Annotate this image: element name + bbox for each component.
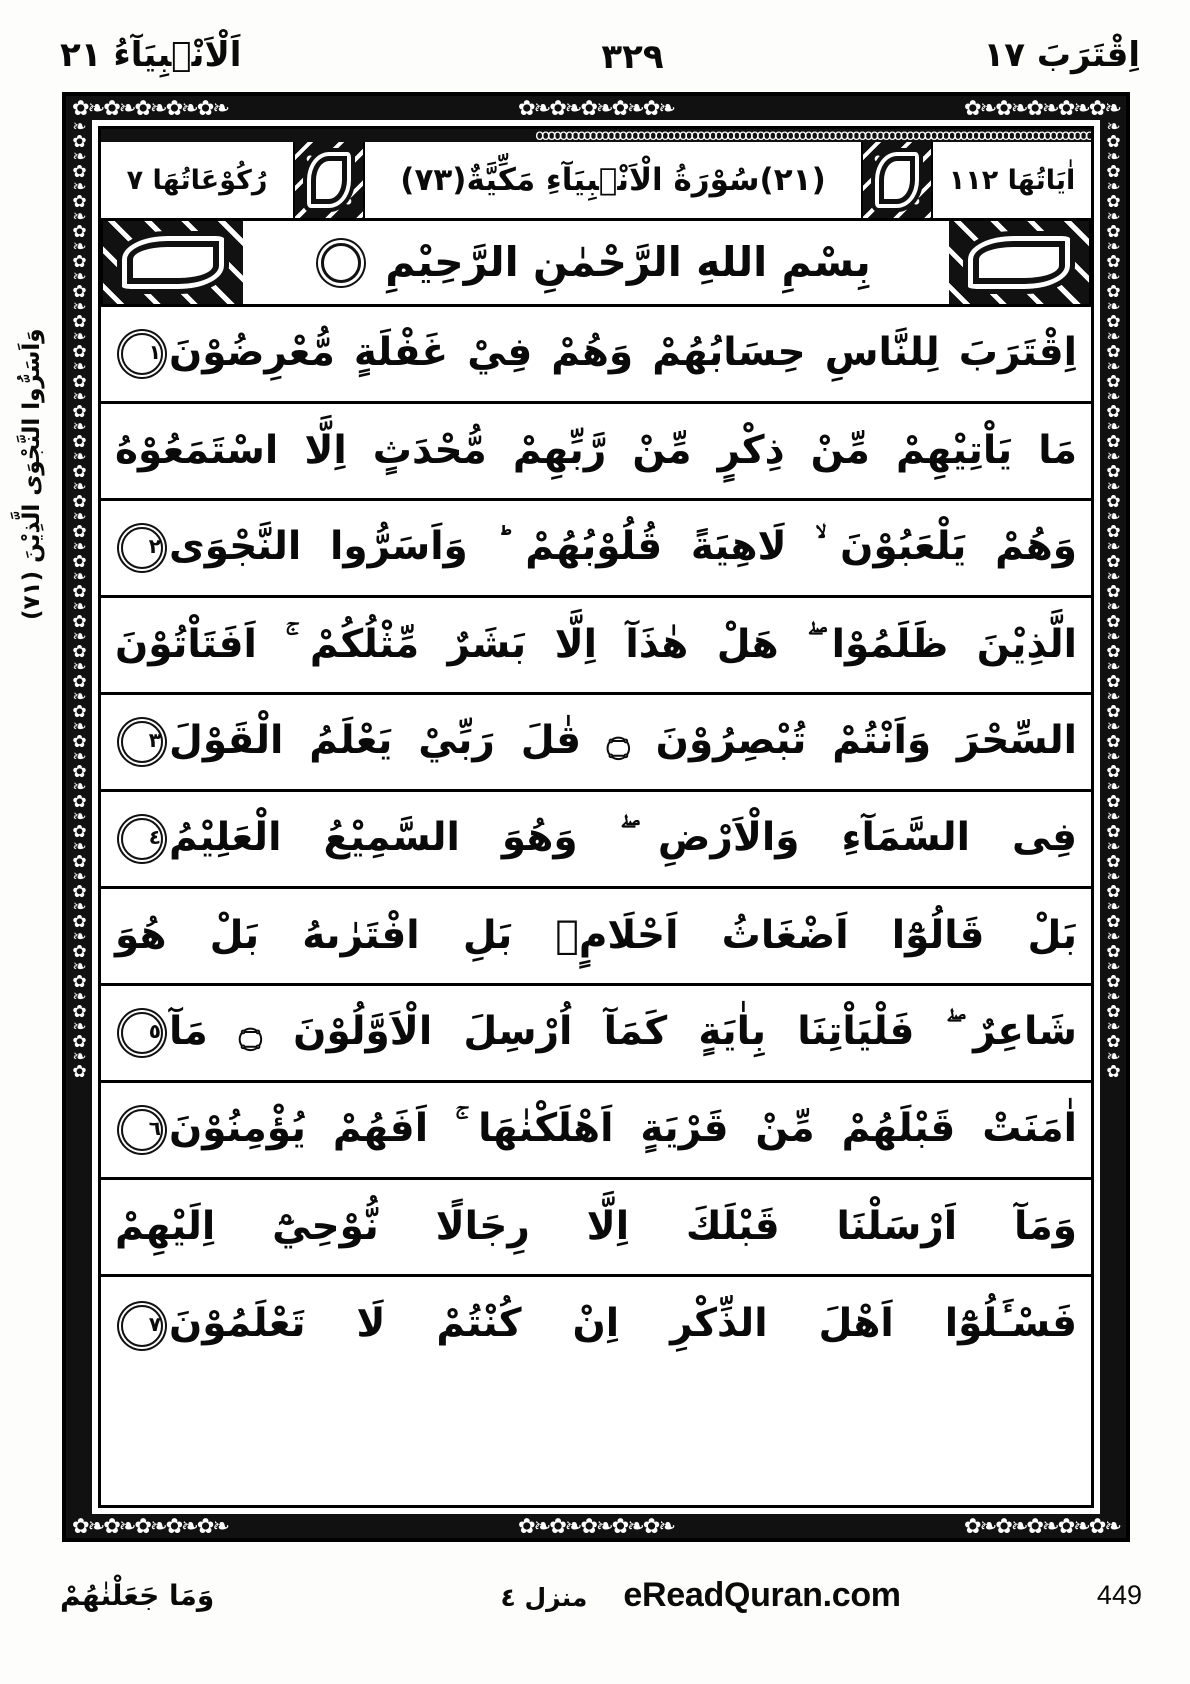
scroll-ornament-icon: ✿❧✿❧✿❧✿❧✿❧ — [518, 1514, 674, 1538]
footer-center-group — [500, 1576, 900, 1615]
ayah-line — [101, 1083, 1091, 1180]
vine-ornament-icon: ❧✿❧✿❧✿❧✿❧✿❧✿❧✿❧✿❧✿❧✿❧✿❧✿❧✿❧✿❧✿❧✿❧✿❧✿❧✿❧✿❧✿❧✿❧✿❧✿❧✿❧✿❧✿❧✿❧✿❧✿❧✿❧✿ — [72, 120, 86, 1082]
page-header — [60, 28, 1140, 86]
catchword: وَمَا جَعَلْنٰهُمْ — [60, 1578, 215, 1612]
ayah-line — [101, 792, 1091, 889]
ayah-text: مَا يَاْتِيْهِمْ مِّنْ ذِكْرٍ مِّنْ رَّبِّهِمْ مُّحْدَثٍ اِلَّا اسْتَمَعُوْهُ — [115, 427, 1077, 473]
ayah-text: وَهُمْ يَلْعَبُوْنَ ۙ لَاهِيَةً قُلُوْبُهُمْ ؕ وَاَسَرُّوا النَّجْوَى٢ — [115, 527, 1077, 570]
scroll-ornament-icon: ✿❧✿❧✿❧✿❧✿❧ — [964, 1514, 1120, 1538]
page-footer — [60, 1560, 1150, 1630]
ayah-number-marker: ٧ — [121, 1305, 163, 1347]
bismillah-left-ornament-icon — [101, 221, 243, 304]
bead-row-ornament-icon: ooooooooooooooooooooooooooooooooooooooooooooooooooooooooooooooooooooooooooooooooooooooooooooo — [101, 129, 1091, 142]
ayah-number-marker: ٣ — [121, 721, 163, 763]
ayah-text: فِى السَّمَآءِ وَالْاَرْضِ ۖ وَهُوَ السَّمِيْعُ الْعَلِيْمُ٤ — [115, 818, 1077, 861]
ayah-number-marker: ٤ — [121, 818, 163, 860]
ayah-text: اٰمَنَتْ قَبْلَهُمْ مِّنْ قَرْيَةٍ اَهْلَكْنٰهَا ۚ اَفَهُمْ يُؤْمِنُوْنَ٦ — [115, 1109, 1077, 1152]
manzil-label: منزل ٤ — [500, 1582, 588, 1612]
banner-divider-ornament-icon — [293, 142, 365, 218]
surah-number-label: (٢١) — [759, 161, 826, 198]
margin-note: وَاَسَرُّوا النَّجْوَى الَّذِيْنَ (٧١) — [19, 328, 45, 620]
ayah-number-marker: ٢ — [121, 527, 163, 569]
site-brand-label: eReadQuran.com — [623, 1575, 901, 1614]
text-block-frame — [98, 126, 1094, 1508]
vine-ornament-icon: ❧✿❧✿❧✿❧✿❧✿❧✿❧✿❧✿❧✿❧✿❧✿❧✿❧✿❧✿❧✿❧✿❧✿❧✿❧✿❧✿❧✿❧✿❧✿❧✿❧✿❧✿❧✿❧✿❧✿❧✿❧✿❧✿ — [1106, 120, 1120, 1082]
surah-ruku-count — [101, 142, 293, 218]
ayah-text: شَاعِرٌ ۖ فَلْيَاْتِنَا بِاٰيَةٍ كَمَآ اُرْسِلَ الْاَوَّلُوْنَ ۝ مَآ٥ — [115, 1012, 1077, 1055]
right-ornament-strip — [1100, 120, 1126, 1514]
surah-title-label: سُوْرَةُ الْاَنْۢبِيَآءِ مَكِّيَّةٌ — [466, 161, 760, 198]
page-border-frame — [62, 92, 1130, 1542]
bismillah-text-cell — [243, 221, 949, 304]
scroll-ornament-icon: ✿❧✿❧✿❧✿❧✿❧ — [72, 96, 228, 120]
ayah-text: بَلْ قَالُوْٓا اَضْغَاثُ اَحْلَامٍۭ بَلِ افْتَرٰىهُ بَلْ هُوَ — [115, 912, 1077, 958]
surah-ayat-count — [933, 142, 1091, 218]
page-number-arabic: ٣٢٩ — [601, 37, 664, 77]
surah-name-label: اَلْاَنْۢبِيَآءُ ٢١ — [60, 35, 242, 75]
juz-label: اِقْتَرَبَ ١٧ — [983, 35, 1140, 75]
ayah-line — [101, 501, 1091, 598]
scroll-ornament-icon: ✿❧✿❧✿❧✿❧✿❧ — [72, 1514, 228, 1538]
ayat-count-label: اٰيَاتُهَا ١١٢ — [948, 164, 1076, 196]
left-ornament-strip — [66, 120, 92, 1514]
page-number-latin: 449 — [1096, 1579, 1142, 1610]
ayah-text: اِقْتَرَبَ لِلنَّاسِ حِسَابُهُمْ وَهُمْ فِيْ غَفْلَةٍ مُّعْرِضُوْنَ١ — [115, 333, 1077, 376]
ayah-number-marker: ١ — [121, 333, 163, 375]
top-ornament-band — [66, 96, 1126, 120]
ayah-number-marker: ٦ — [121, 1109, 163, 1151]
ayah-line — [101, 404, 1091, 501]
scroll-ornament-icon: ✿❧✿❧✿❧✿❧✿❧ — [518, 96, 674, 120]
bottom-ornament-band — [66, 1514, 1126, 1538]
ayah-line — [101, 598, 1091, 695]
ayah-line — [101, 986, 1091, 1083]
ayah-text: وَمَآ اَرْسَلْنَا قَبْلَكَ اِلَّا رِجَالًا نُّوْحِيْٓ اِلَيْهِمْ — [115, 1203, 1077, 1249]
ayah-number-marker: ٥ — [121, 1012, 163, 1054]
revelation-order-label: (٧٣) — [400, 161, 467, 198]
ayah-line — [101, 1277, 1091, 1374]
surah-header-banner — [101, 129, 1091, 221]
bismillah-row — [101, 221, 1091, 307]
ayah-text: السِّحْرَ وَاَنْتُمْ تُبْصِرُوْنَ ۝ قٰلَ رَبِّيْ يَعْلَمُ الْقَوْلَ٣ — [115, 721, 1077, 764]
banner-divider-ornament-icon — [861, 142, 933, 218]
ayah-line — [101, 695, 1091, 792]
ayah-text: فَسْـَٔلُوْٓا اَهْلَ الذِّكْرِ اِنْ كُنْتُمْ لَا تَعْلَمُوْنَ٧ — [115, 1304, 1077, 1347]
bismillah-text: بِسْمِ اللهِ الرَّحْمٰنِ الرَّحِيْمِ — [385, 238, 871, 286]
bismillah-right-ornament-icon — [949, 221, 1091, 304]
ayah-line — [101, 307, 1091, 404]
scroll-ornament-icon: ✿❧✿❧✿❧✿❧✿❧ — [964, 96, 1120, 120]
ruku-count-label: رُكُوْعَاتُهَا ٧ — [126, 164, 268, 196]
ayah-line — [101, 889, 1091, 986]
surah-title-cell — [365, 142, 861, 218]
rosette-ornament-icon — [321, 243, 361, 283]
ayah-lines-container — [101, 307, 1091, 1374]
ayah-line — [101, 1180, 1091, 1277]
ayah-text: الَّذِيْنَ ظَلَمُوْا ۖ هَلْ هٰذَآ اِلَّا بَشَرٌ مِّثْلُكُمْ ۚ اَفَتَاْتُوْنَ — [115, 621, 1077, 667]
